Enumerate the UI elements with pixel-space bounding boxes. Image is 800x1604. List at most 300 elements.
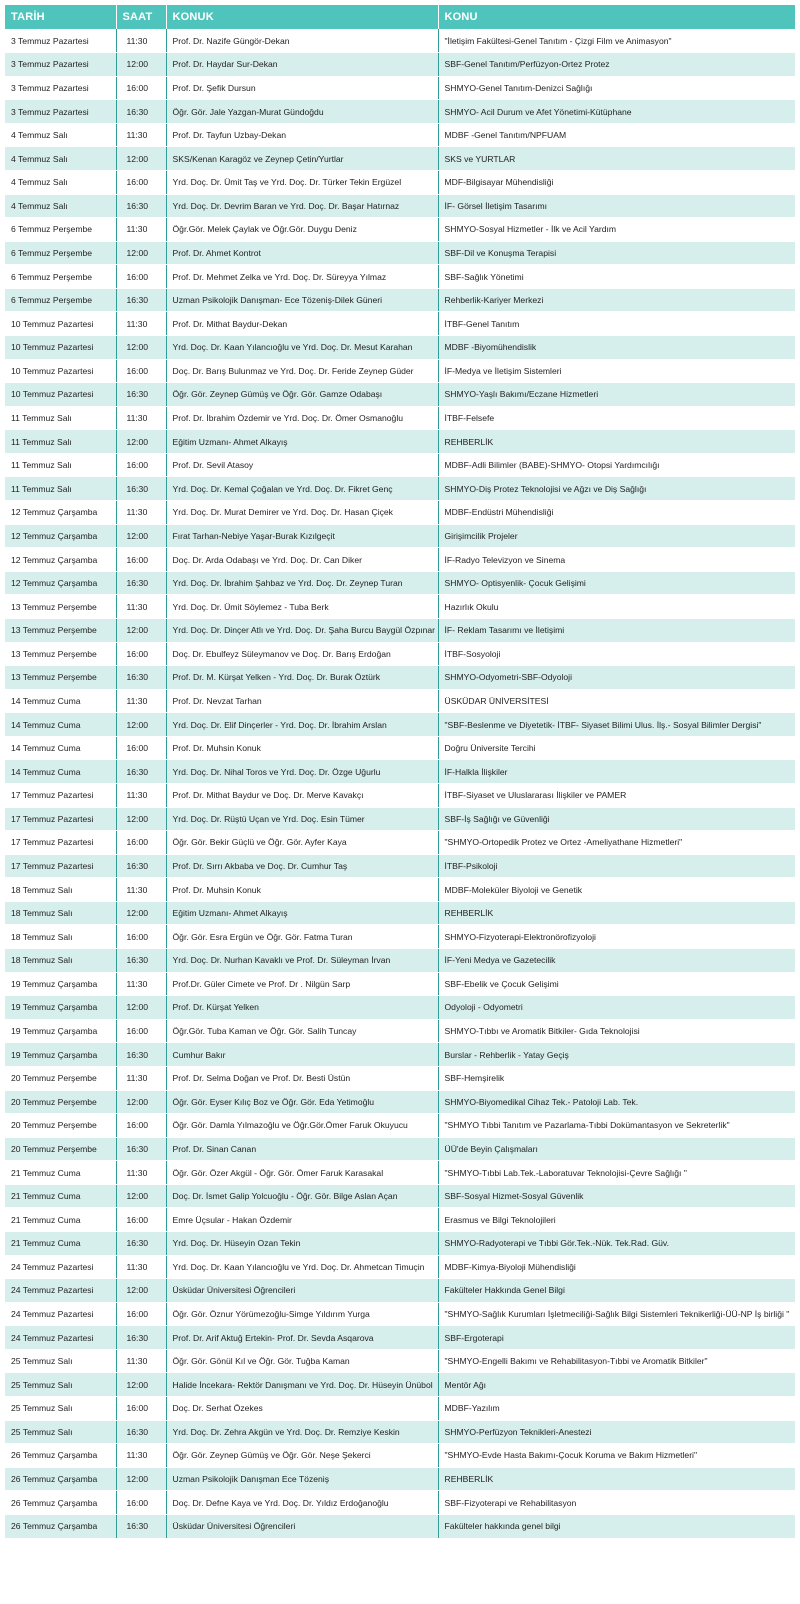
- cell-tarih: 17 Temmuz Pazartesi: [5, 807, 116, 831]
- table-row: [5, 854, 795, 878]
- cell-tarih: 24 Temmuz Pazartesi: [5, 1255, 116, 1279]
- cell-saat: 16:30: [116, 760, 166, 784]
- cell-konuk: Doç. Dr. Ebulfeyz Süleymanov ve Doç. Dr. Barış Erdoğan: [166, 642, 438, 666]
- cell-tarih: 26 Temmuz Çarşamba: [5, 1491, 116, 1515]
- cell-konu: "SHMYO Tıbbi Tanıtım ve Pazarlama-Tıbbi Dokümantasyon ve Sekreterlik": [438, 1114, 795, 1138]
- cell-saat: 16:00: [116, 548, 166, 572]
- cell-konu: SHMYO-Yaşlı Bakımı/Eczane Hizmetleri: [438, 383, 795, 407]
- cell-saat: 16:30: [116, 949, 166, 973]
- table-row: [5, 1043, 795, 1067]
- cell-tarih: 21 Temmuz Cuma: [5, 1208, 116, 1232]
- cell-tarih: 4 Temmuz Salı: [5, 123, 116, 147]
- cell-saat: 11:30: [116, 1066, 166, 1090]
- table-row: [5, 100, 795, 124]
- cell-konuk: SKS/Kenan Karagöz ve Zeynep Çetin/Yurtlar: [166, 147, 438, 171]
- cell-konuk: Prof. Dr. Şefik Dursun: [166, 76, 438, 100]
- table-row: [5, 736, 795, 760]
- cell-saat: 16:30: [116, 1514, 166, 1538]
- cell-tarih: 25 Temmuz Salı: [5, 1373, 116, 1397]
- cell-konuk: Yrd. Doç. Dr. Devrim Baran ve Yrd. Doç. Dr. Başar Hatırnaz: [166, 194, 438, 218]
- cell-konuk: Öğr.Gör. Melek Çaylak ve Öğr.Gör. Duygu Deniz: [166, 218, 438, 242]
- cell-tarih: 12 Temmuz Çarşamba: [5, 548, 116, 572]
- cell-tarih: 20 Temmuz Perşembe: [5, 1090, 116, 1114]
- cell-saat: 16:00: [116, 1302, 166, 1326]
- cell-konu: SBF-Dil ve Konuşma Terapisi: [438, 241, 795, 265]
- cell-konuk: Yrd. Doç. Dr. Dinçer Atlı ve Yrd. Doç. Dr. Şaha Burcu Baygül Özpınar: [166, 618, 438, 642]
- table-row: [5, 571, 795, 595]
- cell-saat: 16:30: [116, 1231, 166, 1255]
- cell-konuk: Prof. Dr. Muhsin Konuk: [166, 878, 438, 902]
- cell-konuk: Yrd. Doç. Dr. Hüseyin Ozan Tekin: [166, 1231, 438, 1255]
- cell-konu: SHMYO-Biyomedikal Cihaz Tek.- Patoloji Lab. Tek.: [438, 1090, 795, 1114]
- cell-tarih: 14 Temmuz Cuma: [5, 713, 116, 737]
- table-row: [5, 831, 795, 855]
- table-row: [5, 1114, 795, 1138]
- cell-konuk: Prof.Dr. Güler Cimete ve Prof. Dr . Nilgün Sarp: [166, 972, 438, 996]
- cell-saat: 12:00: [116, 1373, 166, 1397]
- cell-konuk: Öğr. Gör. Özer Akgül - Öğr. Gör. Ömer Faruk Karasakal: [166, 1161, 438, 1185]
- cell-tarih: 19 Temmuz Çarşamba: [5, 1019, 116, 1043]
- cell-konu: "SHMYO-Engelli Bakımı ve Rehabilitasyon-Tıbbi ve Aromatik Bitkiler": [438, 1349, 795, 1373]
- cell-saat: 12:00: [116, 996, 166, 1020]
- table-row: [5, 618, 795, 642]
- cell-tarih: 3 Temmuz Pazartesi: [5, 76, 116, 100]
- cell-konu: ÜSKÜDAR ÜNİVERSİTESİ: [438, 689, 795, 713]
- cell-konuk: Yrd. Doç. Dr. Ümit Söylemez - Tuba Berk: [166, 595, 438, 619]
- cell-konu: İF-Halkla İlişkiler: [438, 760, 795, 784]
- cell-konuk: Doç. Dr. İsmet Galip Yolcuoğlu - Öğr. Gör. Bilge Aslan Açan: [166, 1184, 438, 1208]
- cell-konuk: Yrd. Doç. Dr. Rüştü Uçan ve Yrd. Doç. Esin Tümer: [166, 807, 438, 831]
- cell-konuk: Yrd. Doç. Dr. Elif Dinçerler - Yrd. Doç. Dr. İbrahim Arslan: [166, 713, 438, 737]
- table-row: [5, 336, 795, 360]
- cell-saat: 16:30: [116, 477, 166, 501]
- table-row: [5, 265, 795, 289]
- cell-tarih: 3 Temmuz Pazartesi: [5, 100, 116, 124]
- table-body: [5, 29, 795, 1538]
- cell-saat: 16:30: [116, 194, 166, 218]
- table-row: [5, 1066, 795, 1090]
- cell-saat: 11:30: [116, 123, 166, 147]
- cell-saat: 16:30: [116, 571, 166, 595]
- cell-saat: 16:30: [116, 666, 166, 690]
- table-row: [5, 1137, 795, 1161]
- cell-konu: Doğru Üniversite Tercihi: [438, 736, 795, 760]
- cell-konuk: Prof. Dr. Mithat Baydur-Dekan: [166, 312, 438, 336]
- cell-tarih: 14 Temmuz Cuma: [5, 689, 116, 713]
- table-row: [5, 548, 795, 572]
- cell-konu: "SBF-Beslenme ve Diyetetik- İTBF- Siyaset Bilimi Ulus. İlş.- Sosyal Bilimler Dergisi": [438, 713, 795, 737]
- cell-konu: Rehberlik-Kariyer Merkezi: [438, 288, 795, 312]
- table-row: [5, 949, 795, 973]
- table-row: [5, 1302, 795, 1326]
- cell-konuk: Yrd. Doç. Dr. Nihal Toros ve Yrd. Doç. Dr. Özge Uğurlu: [166, 760, 438, 784]
- cell-konu: "İletişim Fakültesi-Genel Tanıtım - Çizgi Film ve Animasyon": [438, 29, 795, 53]
- table-row: [5, 218, 795, 242]
- cell-konu: SHMYO-Fizyoterapi-Elektronörofizyoloji: [438, 925, 795, 949]
- header-konu: KONU: [438, 5, 795, 29]
- cell-konu: "SHMYO-Ortopedik Protez ve Ortez -Ameliyathane Hizmetleri": [438, 831, 795, 855]
- cell-konuk: Prof. Dr. Muhsin Konuk: [166, 736, 438, 760]
- cell-tarih: 21 Temmuz Cuma: [5, 1231, 116, 1255]
- table-row: [5, 666, 795, 690]
- cell-konuk: Cumhur Bakır: [166, 1043, 438, 1067]
- cell-konuk: Prof. Dr. Ahmet Kontrot: [166, 241, 438, 265]
- cell-konuk: Prof. Dr. Mehmet Zelka ve Yrd. Doç. Dr. Süreyya Yılmaz: [166, 265, 438, 289]
- cell-saat: 12:00: [116, 53, 166, 77]
- cell-saat: 12:00: [116, 336, 166, 360]
- cell-saat: 12:00: [116, 807, 166, 831]
- cell-konuk: Prof. Dr. Mithat Baydur ve Doç. Dr. Merve Kavakçı: [166, 784, 438, 808]
- cell-konuk: Öğr. Gör. Zeynep Gümüş ve Öğr. Gör. Neşe Şekerci: [166, 1444, 438, 1468]
- cell-konu: SHMYO-Odyometri-SBF-Odyoloji: [438, 666, 795, 690]
- cell-konu: "SHMYO-Sağlık Kurumları İşletmeciliği-Sağlık Bilgi Sistemleri Teknikerliği-ÜÜ-NP İş birliği ": [438, 1302, 795, 1326]
- table-row: [5, 760, 795, 784]
- cell-konu: İF-Radyo Televizyon ve Sinema: [438, 548, 795, 572]
- cell-saat: 11:30: [116, 1255, 166, 1279]
- table-header: [5, 5, 795, 29]
- cell-konu: REHBERLİK: [438, 1467, 795, 1491]
- cell-tarih: 17 Temmuz Pazartesi: [5, 854, 116, 878]
- table-row: [5, 430, 795, 454]
- cell-saat: 11:30: [116, 29, 166, 53]
- cell-konuk: Prof. Dr. Kürşat Yelken: [166, 996, 438, 1020]
- cell-konuk: Üsküdar Üniversitesi Öğrencileri: [166, 1279, 438, 1303]
- cell-konu: SHMYO- Acil Durum ve Afet Yönetimi-Kütüphane: [438, 100, 795, 124]
- cell-saat: 11:30: [116, 501, 166, 525]
- cell-tarih: 25 Temmuz Salı: [5, 1397, 116, 1421]
- table-row: [5, 1184, 795, 1208]
- cell-konuk: Prof. Dr. İbrahim Özdemir ve Yrd. Doç. Dr. Ömer Osmanoğlu: [166, 406, 438, 430]
- cell-tarih: 20 Temmuz Perşembe: [5, 1066, 116, 1090]
- cell-konuk: Prof. Dr. Sinan Canan: [166, 1137, 438, 1161]
- header-saat: SAAT: [116, 5, 166, 29]
- cell-tarih: 14 Temmuz Cuma: [5, 736, 116, 760]
- cell-konu: ÜÜ'de Beyin Çalışmaları: [438, 1137, 795, 1161]
- table-row: [5, 524, 795, 548]
- table-row: [5, 1373, 795, 1397]
- cell-tarih: 3 Temmuz Pazartesi: [5, 53, 116, 77]
- cell-tarih: 11 Temmuz Salı: [5, 477, 116, 501]
- cell-tarih: 6 Temmuz Perşembe: [5, 288, 116, 312]
- cell-tarih: 13 Temmuz Perşembe: [5, 595, 116, 619]
- table-row: [5, 1491, 795, 1515]
- cell-konuk: Yrd. Doç. Dr. Ümit Taş ve Yrd. Doç. Dr. Türker Tekin Ergüzel: [166, 170, 438, 194]
- cell-konu: SBF-Ergoterapi: [438, 1326, 795, 1350]
- cell-tarih: 17 Temmuz Pazartesi: [5, 784, 116, 808]
- table-row: [5, 642, 795, 666]
- cell-tarih: 26 Temmuz Çarşamba: [5, 1444, 116, 1468]
- cell-konu: SBF-Ebelik ve Çocuk Gelişimi: [438, 972, 795, 996]
- cell-tarih: 26 Temmuz Çarşamba: [5, 1514, 116, 1538]
- cell-konuk: Doç. Dr. Arda Odabaşı ve Yrd. Doç. Dr. Can Diker: [166, 548, 438, 572]
- cell-konu: İTBF-Sosyoloji: [438, 642, 795, 666]
- cell-konuk: Üsküdar Üniversitesi Öğrencileri: [166, 1514, 438, 1538]
- cell-tarih: 12 Temmuz Çarşamba: [5, 501, 116, 525]
- cell-tarih: 10 Temmuz Pazartesi: [5, 383, 116, 407]
- cell-konu: SHMYO- Optisyenlik- Çocuk Gelişimi: [438, 571, 795, 595]
- cell-tarih: 13 Temmuz Perşembe: [5, 642, 116, 666]
- cell-tarih: 20 Temmuz Perşembe: [5, 1114, 116, 1138]
- table-row: [5, 477, 795, 501]
- cell-konu: İTBF-Psikoloji: [438, 854, 795, 878]
- cell-saat: 16:00: [116, 76, 166, 100]
- cell-konuk: Öğr. Gör. Öznur Yörümezoğlu-Simge Yıldırım Yurga: [166, 1302, 438, 1326]
- cell-konu: SHMYO-Radyoterapi ve Tıbbi Gör.Tek.-Nük. Tek.Rad. Güv.: [438, 1231, 795, 1255]
- cell-saat: 11:30: [116, 972, 166, 996]
- table-row: [5, 784, 795, 808]
- table-row: [5, 901, 795, 925]
- table-row: [5, 1326, 795, 1350]
- cell-tarih: 24 Temmuz Pazartesi: [5, 1279, 116, 1303]
- cell-tarih: 11 Temmuz Salı: [5, 453, 116, 477]
- cell-konu: Hazırlık Okulu: [438, 595, 795, 619]
- table-row: [5, 878, 795, 902]
- table-row: [5, 595, 795, 619]
- cell-tarih: 3 Temmuz Pazartesi: [5, 29, 116, 53]
- cell-konuk: Prof. Dr. M. Kürşat Yelken - Yrd. Doç. Dr. Burak Öztürk: [166, 666, 438, 690]
- cell-tarih: 25 Temmuz Salı: [5, 1349, 116, 1373]
- cell-konu: İF-Medya ve İletişim Sistemleri: [438, 359, 795, 383]
- cell-konuk: Yrd. Doç. Dr. Nurhan Kavaklı ve Prof. Dr. Süleyman İrvan: [166, 949, 438, 973]
- cell-konuk: Prof. Dr. Selma Doğan ve Prof. Dr. Besti Üstün: [166, 1066, 438, 1090]
- cell-tarih: 18 Temmuz Salı: [5, 925, 116, 949]
- cell-konuk: Halide İncekara- Rektör Danışmanı ve Yrd. Doç. Dr. Hüseyin Ünübol: [166, 1373, 438, 1397]
- cell-konu: İTBF-Genel Tanıtım: [438, 312, 795, 336]
- cell-konuk: Eğitim Uzmanı- Ahmet Alkayış: [166, 901, 438, 925]
- cell-tarih: 13 Temmuz Perşembe: [5, 618, 116, 642]
- table-row: [5, 1231, 795, 1255]
- table-row: [5, 713, 795, 737]
- cell-konuk: Prof. Dr. Tayfun Uzbay-Dekan: [166, 123, 438, 147]
- cell-saat: 11:30: [116, 878, 166, 902]
- cell-konu: SHMYO-Tıbbı ve Aromatik Bitkiler- Gıda Teknolojisi: [438, 1019, 795, 1043]
- table-row: [5, 312, 795, 336]
- table-row: [5, 288, 795, 312]
- cell-tarih: 18 Temmuz Salı: [5, 949, 116, 973]
- cell-konu: REHBERLİK: [438, 430, 795, 454]
- cell-saat: 12:00: [116, 1090, 166, 1114]
- cell-konu: İF-Yeni Medya ve Gazetecilik: [438, 949, 795, 973]
- cell-konu: Odyoloji - Odyometri: [438, 996, 795, 1020]
- cell-konu: SKS ve YURTLAR: [438, 147, 795, 171]
- table-row: [5, 1208, 795, 1232]
- cell-konuk: Öğr. Gör. Jale Yazgan-Murat Gündoğdu: [166, 100, 438, 124]
- cell-konu: SHMYO-Diş Protez Teknolojisi ve Ağzı ve Diş Sağlığı: [438, 477, 795, 501]
- cell-konu: SHMYO-Sosyal Hizmetler - İlk ve Acil Yardım: [438, 218, 795, 242]
- cell-konuk: Öğr. Gör. Gönül Kıl ve Öğr. Gör. Tuğba Kaman: [166, 1349, 438, 1373]
- cell-saat: 12:00: [116, 1184, 166, 1208]
- cell-konuk: Doç. Dr. Serhat Özekes: [166, 1397, 438, 1421]
- cell-konuk: Emre Üçsular - Hakan Özdemir: [166, 1208, 438, 1232]
- cell-saat: 16:30: [116, 100, 166, 124]
- cell-tarih: 21 Temmuz Cuma: [5, 1184, 116, 1208]
- cell-konu: Fakülteler hakkında genel bilgi: [438, 1514, 795, 1538]
- cell-konuk: Yrd. Doç. Dr. Murat Demirer ve Yrd. Doç. Dr. Hasan Çiçek: [166, 501, 438, 525]
- cell-saat: 16:00: [116, 831, 166, 855]
- cell-saat: 12:00: [116, 901, 166, 925]
- table-row: [5, 1444, 795, 1468]
- cell-tarih: 19 Temmuz Çarşamba: [5, 972, 116, 996]
- table-row: [5, 807, 795, 831]
- cell-saat: 11:30: [116, 1444, 166, 1468]
- table-row: [5, 1397, 795, 1421]
- cell-tarih: 12 Temmuz Çarşamba: [5, 571, 116, 595]
- cell-konu: İTBF-Felsefe: [438, 406, 795, 430]
- cell-konu: SBF-Sosyal Hizmet-Sosyal Güvenlik: [438, 1184, 795, 1208]
- cell-konuk: Prof. Dr. Arif Aktuğ Ertekin- Prof. Dr. Sevda Asqarova: [166, 1326, 438, 1350]
- cell-konu: MDBF-Kimya-Biyoloji Mühendisliği: [438, 1255, 795, 1279]
- table-row: [5, 383, 795, 407]
- cell-konu: SBF-Fizyoterapi ve Rehabilitasyon: [438, 1491, 795, 1515]
- schedule-table: [5, 5, 795, 1539]
- cell-saat: 11:30: [116, 689, 166, 713]
- cell-konu: "SHMYO-Evde Hasta Bakımı-Çocuk Koruma ve Bakım Hizmetleri": [438, 1444, 795, 1468]
- cell-konuk: Uzman Psikolojik Danışman- Ece Tözeniş-Dilek Güneri: [166, 288, 438, 312]
- cell-saat: 11:30: [116, 312, 166, 336]
- cell-tarih: 18 Temmuz Salı: [5, 878, 116, 902]
- cell-konuk: Öğr. Gör. Esra Ergün ve Öğr. Gör. Fatma Turan: [166, 925, 438, 949]
- table-row: [5, 76, 795, 100]
- cell-konu: İF- Görsel İletişim Tasarımı: [438, 194, 795, 218]
- cell-saat: 16:30: [116, 1326, 166, 1350]
- table-row: [5, 501, 795, 525]
- table-row: [5, 1514, 795, 1538]
- cell-konu: MDBF -Biyomühendislik: [438, 336, 795, 360]
- cell-tarih: 24 Temmuz Pazartesi: [5, 1326, 116, 1350]
- cell-konuk: Prof. Dr. Nevzat Tarhan: [166, 689, 438, 713]
- cell-konu: SBF-Genel Tanıtım/Perfüzyon-Ortez Protez: [438, 53, 795, 77]
- table-row: [5, 147, 795, 171]
- cell-tarih: 10 Temmuz Pazartesi: [5, 336, 116, 360]
- cell-konuk: Öğr.Gör. Tuba Kaman ve Öğr. Gör. Salih Tuncay: [166, 1019, 438, 1043]
- cell-konu: SBF-Sağlık Yönetimi: [438, 265, 795, 289]
- table-row: [5, 406, 795, 430]
- cell-tarih: 17 Temmuz Pazartesi: [5, 831, 116, 855]
- cell-konuk: Öğr. Gör. Zeynep Gümüş ve Öğr. Gör. Gamze Odabaşı: [166, 383, 438, 407]
- cell-konuk: Doç. Dr. Defne Kaya ve Yrd. Doç. Dr. Yıldız Erdoğanoğlu: [166, 1491, 438, 1515]
- table-row: [5, 123, 795, 147]
- cell-konuk: Prof. Dr. Sevil Atasoy: [166, 453, 438, 477]
- table-row: [5, 53, 795, 77]
- cell-saat: 16:00: [116, 736, 166, 760]
- cell-saat: 12:00: [116, 618, 166, 642]
- cell-saat: 16:00: [116, 170, 166, 194]
- cell-konu: Mentör Ağı: [438, 1373, 795, 1397]
- table-row: [5, 1255, 795, 1279]
- cell-konu: Burslar - Rehberlik - Yatay Geçiş: [438, 1043, 795, 1067]
- cell-konu: MDBF-Adli Bilimler (BABE)-SHMYO- Otopsi Yardımcılığı: [438, 453, 795, 477]
- header-konuk: KONUK: [166, 5, 438, 29]
- cell-saat: 12:00: [116, 430, 166, 454]
- cell-konu: MDF-Bilgisayar Mühendisliği: [438, 170, 795, 194]
- cell-saat: 12:00: [116, 147, 166, 171]
- cell-tarih: 20 Temmuz Perşembe: [5, 1137, 116, 1161]
- table-row: [5, 170, 795, 194]
- cell-saat: 16:00: [116, 1208, 166, 1232]
- cell-konuk: Yrd. Doç. Dr. Kaan Yılancıoğlu ve Yrd. Doç. Dr. Mesut Karahan: [166, 336, 438, 360]
- cell-saat: 12:00: [116, 1467, 166, 1491]
- cell-tarih: 21 Temmuz Cuma: [5, 1161, 116, 1185]
- cell-konu: SBF-İş Sağlığı ve Güvenliği: [438, 807, 795, 831]
- cell-saat: 16:30: [116, 854, 166, 878]
- cell-konuk: Yrd. Doç. Dr. Kaan Yılancıoğlu ve Yrd. Doç. Dr. Ahmetcan Timuçin: [166, 1255, 438, 1279]
- table-row: [5, 194, 795, 218]
- header-tarih: TARİH: [5, 5, 116, 29]
- cell-konuk: Prof. Dr. Sırrı Akbaba ve Doç. Dr. Cumhur Taş: [166, 854, 438, 878]
- cell-saat: 16:00: [116, 1491, 166, 1515]
- cell-konuk: Öğr. Gör. Damla Yılmazoğlu ve Öğr.Gör.Ömer Faruk Okuyucu: [166, 1114, 438, 1138]
- cell-tarih: 4 Temmuz Salı: [5, 170, 116, 194]
- cell-saat: 16:00: [116, 265, 166, 289]
- cell-saat: 16:30: [116, 1137, 166, 1161]
- cell-tarih: 13 Temmuz Perşembe: [5, 666, 116, 690]
- cell-tarih: 10 Temmuz Pazartesi: [5, 359, 116, 383]
- cell-konuk: Prof. Dr. Nazife Güngör-Dekan: [166, 29, 438, 53]
- cell-tarih: 12 Temmuz Çarşamba: [5, 524, 116, 548]
- cell-konuk: Öğr. Gör. Bekir Güçlü ve Öğr. Gör. Ayfer Kaya: [166, 831, 438, 855]
- cell-tarih: 6 Temmuz Perşembe: [5, 241, 116, 265]
- cell-saat: 11:30: [116, 784, 166, 808]
- cell-konuk: Yrd. Doç. Dr. Kemal Çoğalan ve Yrd. Doç. Dr. Fikret Genç: [166, 477, 438, 501]
- cell-tarih: 25 Temmuz Salı: [5, 1420, 116, 1444]
- cell-saat: 16:30: [116, 383, 166, 407]
- cell-tarih: 4 Temmuz Salı: [5, 194, 116, 218]
- cell-konuk: Yrd. Doç. Dr. Zehra Akgün ve Yrd. Doç. Dr. Remziye Keskin: [166, 1420, 438, 1444]
- table-row: [5, 1420, 795, 1444]
- cell-konu: Girişimcilik Projeler: [438, 524, 795, 548]
- cell-saat: 11:30: [116, 1161, 166, 1185]
- table-row: [5, 996, 795, 1020]
- cell-konu: REHBERLİK: [438, 901, 795, 925]
- table-row: [5, 1019, 795, 1043]
- cell-saat: 16:00: [116, 1114, 166, 1138]
- cell-saat: 16:30: [116, 1043, 166, 1067]
- cell-saat: 11:30: [116, 218, 166, 242]
- cell-konu: "SHMYO-Tıbbi Lab.Tek.-Laboratuvar Teknolojisi-Çevre Sağlığı ": [438, 1161, 795, 1185]
- cell-saat: 12:00: [116, 713, 166, 737]
- cell-saat: 16:00: [116, 453, 166, 477]
- cell-konuk: Öğr. Gör. Eyser Kılıç Boz ve Öğr. Gör. Eda Yetimoğlu: [166, 1090, 438, 1114]
- cell-saat: 16:30: [116, 1420, 166, 1444]
- cell-konu: SBF-Hemşirelik: [438, 1066, 795, 1090]
- cell-konu: Fakülteler Hakkında Genel Bilgi: [438, 1279, 795, 1303]
- table-row: [5, 359, 795, 383]
- table-row: [5, 241, 795, 265]
- header-row: [5, 5, 795, 29]
- cell-konu: MDBF-Moleküler Biyoloji ve Genetik: [438, 878, 795, 902]
- cell-konu: MDBF -Genel Tanıtım/NPFUAM: [438, 123, 795, 147]
- cell-konu: SHMYO-Perfüzyon Teknikleri-Anestezi: [438, 1420, 795, 1444]
- cell-konuk: Doç. Dr. Barış Bulunmaz ve Yrd. Doç. Dr. Feride Zeynep Güder: [166, 359, 438, 383]
- table-row: [5, 1279, 795, 1303]
- cell-tarih: 6 Temmuz Perşembe: [5, 265, 116, 289]
- cell-saat: 16:00: [116, 359, 166, 383]
- table-row: [5, 29, 795, 53]
- cell-saat: 11:30: [116, 1349, 166, 1373]
- cell-saat: 16:30: [116, 288, 166, 312]
- cell-konuk: Uzman Psikolojik Danışman Ece Tözeniş: [166, 1467, 438, 1491]
- table-row: [5, 1090, 795, 1114]
- table-row: [5, 689, 795, 713]
- cell-tarih: 10 Temmuz Pazartesi: [5, 312, 116, 336]
- cell-tarih: 19 Temmuz Çarşamba: [5, 1043, 116, 1067]
- cell-konuk: Yrd. Doç. Dr. İbrahim Şahbaz ve Yrd. Doç. Dr. Zeynep Turan: [166, 571, 438, 595]
- cell-saat: 16:00: [116, 642, 166, 666]
- cell-saat: 12:00: [116, 1279, 166, 1303]
- cell-saat: 16:00: [116, 925, 166, 949]
- cell-saat: 12:00: [116, 524, 166, 548]
- cell-tarih: 11 Temmuz Salı: [5, 430, 116, 454]
